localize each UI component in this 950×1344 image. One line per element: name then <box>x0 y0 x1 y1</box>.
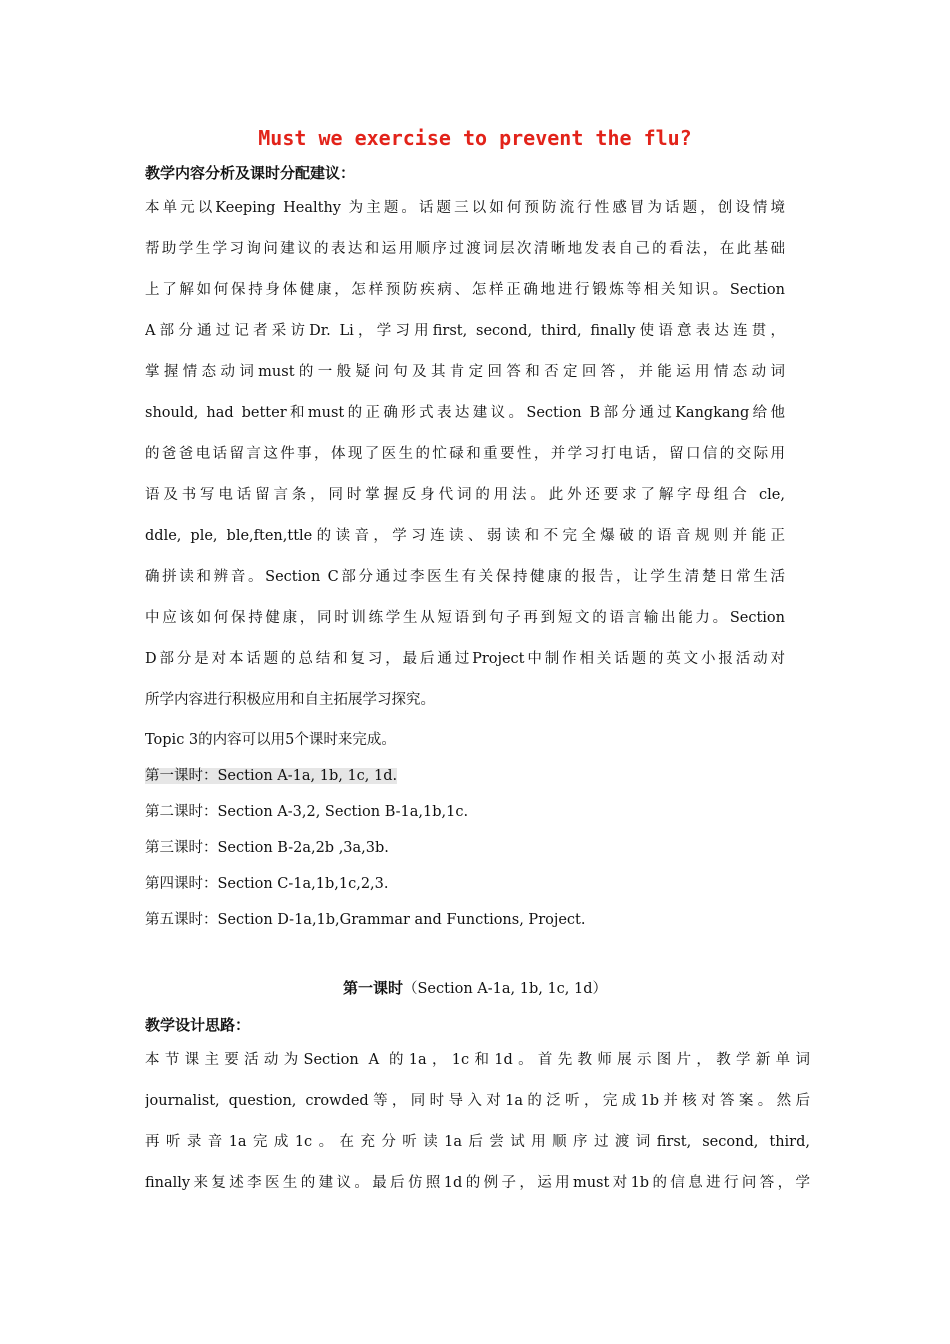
paragraph-line: 帮助学生学习询问建议的表达和运用顺序过渡词层次清晰地发表自己的看法，在此基础 <box>145 241 785 257</box>
lesson-heading-sections: （Section A-1a, 1b, 1c, 1d） <box>402 981 608 997</box>
period-item-highlighted: 第一课时：Section A-1a, 1b, 1c, 1d. <box>145 768 398 784</box>
paragraph-line: 本节课主要活动为Section A 的1a，1c和1d。首先教师展示图片，教学新单词 <box>145 1052 810 1068</box>
paragraph-line: 上了解如何保持身体健康，怎样预防疾病、怎样正确地进行锻炼等相关知识。Section <box>145 282 785 298</box>
paragraph-line: 中应该如何保持健康，同时训练学生从短语到句子再到短文的语言输出能力。Section <box>145 610 785 626</box>
topic-period-count: Topic 3的内容可以用5个课时来完成。 <box>145 732 396 748</box>
paragraph-line: 所学内容进行积极应用和自主拓展学习探究。 <box>145 692 435 708</box>
paragraph-line: 再听录音1a完成1c。在充分听读1a后尝试用顺序过渡词first, second, third, <box>145 1134 810 1150</box>
lesson-heading-label: 第一课时 <box>342 979 403 997</box>
period-item: 第四课时：Section C-1a,1b,1c,2,3. <box>145 876 389 892</box>
paragraph-line: journalist, question, crowded等，同时导入对1a的泛听，完成1b并核对答案。然后 <box>145 1093 810 1109</box>
paragraph-line: ddle, ple, ble,ften,ttle的读音，学习连读、弱读和不完全爆破的语音规则并能正 <box>145 528 785 544</box>
period-item: 第二课时：Section A-3,2, Section B-1a,1b,1c. <box>145 804 469 820</box>
paragraph-line: should, had better和must的正确形式表达建议。Section B部分通过Kangkang给他 <box>145 405 785 421</box>
document-title: Must we exercise to prevent the flu? <box>258 126 692 150</box>
paragraph-line: finally来复述李医生的建议。最后仿照1d的例子，运用must对1b的信息进行问答，学 <box>145 1175 810 1191</box>
paragraph-line: 语及书写电话留言条，同时掌握反身代词的用法。此外还要求了解字母组合 cle, <box>145 487 785 503</box>
analysis-paragraph <box>145 188 785 721</box>
period-item: 第三课时：Section B-2a,2b ,3a,3b. <box>145 840 389 856</box>
paragraph-line: A部分通过记者采访Dr. Li，学习用first, second, third, finally使语意表达连贯， <box>145 323 785 339</box>
paragraph-line: 确拼读和辨音。Section C部分通过李医生有关保持健康的报告，让学生清楚日常生活 <box>145 569 785 585</box>
lesson-heading <box>0 977 950 1000</box>
section-heading-analysis: 教学内容分析及课时分配建议： <box>145 164 356 182</box>
paragraph-line: 的爸爸电话留言这件事，体现了医生的忙碌和重要性，并学习打电话，留口信的交际用 <box>145 446 785 462</box>
paragraph-line: 掌握情态动词must的一般疑问句及其肯定回答和否定回答，并能运用情态动词 <box>145 364 785 380</box>
section-heading-design: 教学设计思路： <box>145 1016 251 1034</box>
period-item: 第五课时：Section D-1a,1b,Grammar and Functions, Project. <box>145 912 586 928</box>
design-paragraph <box>145 1040 810 1204</box>
paragraph-line: D部分是对本话题的总结和复习，最后通过Project中制作相关话题的英文小报活动对 <box>145 651 785 667</box>
period-item <box>145 765 397 787</box>
paragraph-line: 本单元以Keeping Healthy 为主题。话题三以如何预防流行性感冒为话题，创设情境 <box>145 200 785 216</box>
